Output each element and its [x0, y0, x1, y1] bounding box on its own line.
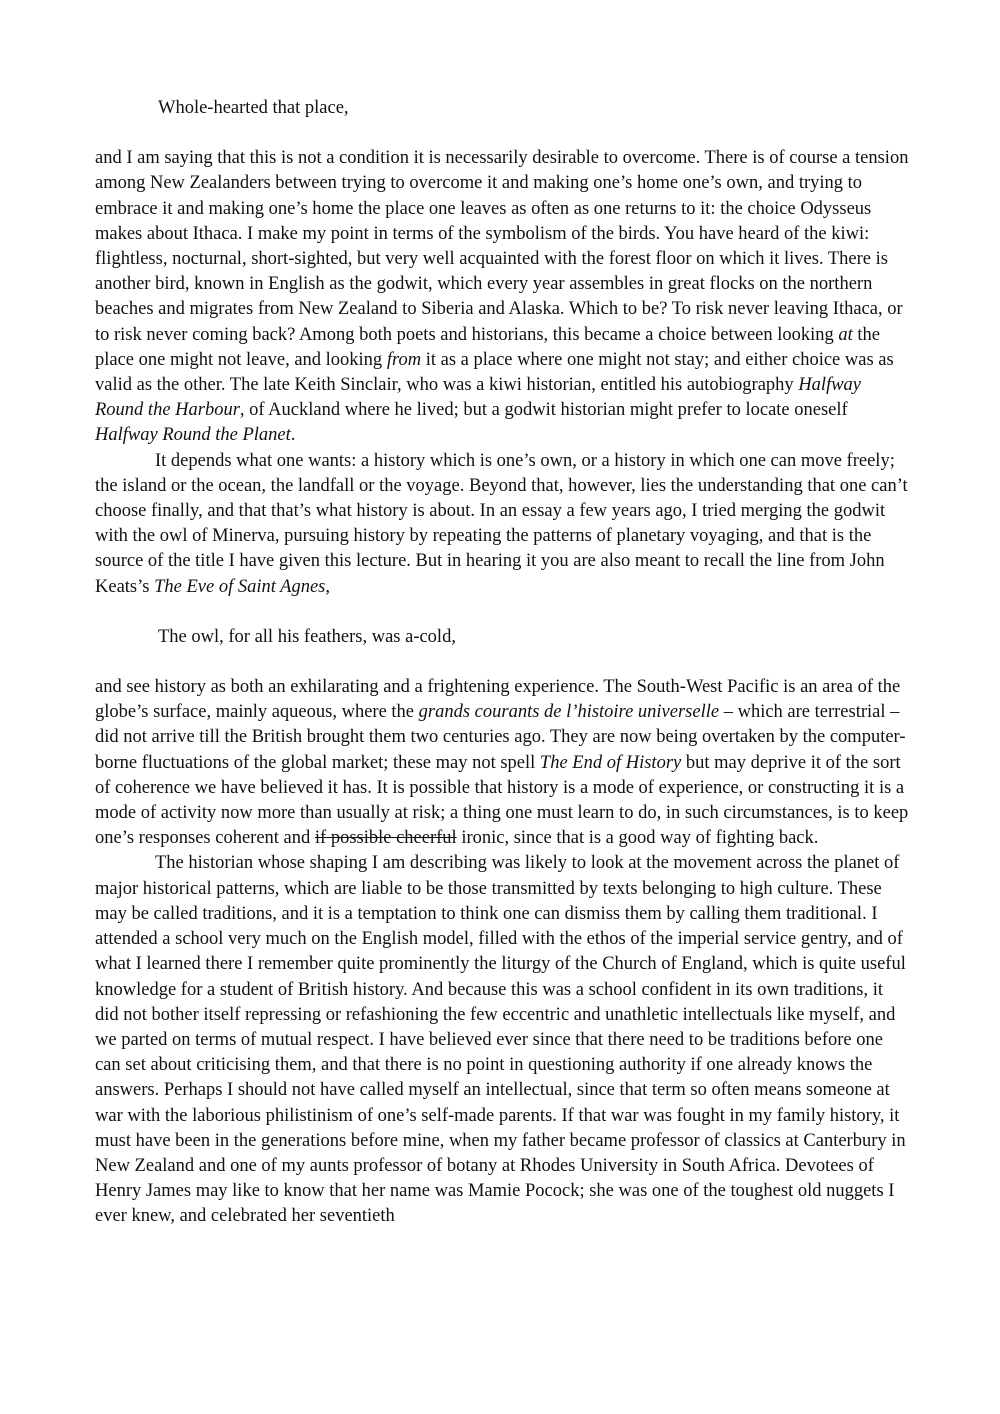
paragraph-3-text-4: ironic, since that is a good way of fighting back.	[456, 828, 819, 849]
paragraph-1-text-2: the place one might not leave, and looking	[95, 324, 881, 370]
paragraph-1-text-4: , of Auckland where he lived; but a godwit historian might prefer to locate oneself	[239, 400, 848, 421]
spacer	[95, 600, 910, 625]
paragraph-3	[95, 675, 910, 851]
paragraph-1-text-3: it as a place where one might not stay; and either choice was as valid as the other. The late Keith Sinclair, who was a kiwi historian, entitled his autobiography	[95, 349, 894, 396]
document-page	[95, 96, 910, 1230]
paragraph-2-text-2: ,	[325, 576, 330, 597]
paragraph-3-strikethrough: if possible cheerful	[314, 828, 457, 849]
paragraph-1-italic-1: at	[838, 324, 853, 345]
block-quote-2: The owl, for all his feathers, was a-cold,	[158, 626, 456, 647]
paragraph-2-italic-1: The Eve of Saint Agnes	[154, 576, 326, 597]
paragraph-1-italic-2: from	[386, 349, 422, 370]
paragraph-2-text-1: It depends what one wants: a history which is one’s own, or a history in which one can move freely; the island or the ocean, the landfall or the voyage. Beyond that, however, lies the understanding that one can’t choose finally, and that that’s what history is about. In an essay a few years ago, I tried merging the godwit with the owl of Minerva, pursuing history by repeating the patterns of planetary voyaging, and that is the source of the title I have given this lecture. But in hearing it you are also meant to recall the line from John Keats’s	[95, 450, 908, 597]
paragraph-1-italic-3: Halfway Round the Harbour	[95, 375, 862, 421]
paragraph-1-text-1: and I am saying that this is not a condition it is necessarily desirable to overcome. There is of course a tension among New Zealanders between trying to overcome it and making one’s home one’s own, and trying to embrace it and making one’s home the place one leaves as often as one returns to it: the choice Odysseus makes about Ithaca. I make my point in terms of the symbolism of the birds. You have heard of the kiwi: flightless, nocturnal, short-sighted, but very well acquainted with the forest floor on which it lives. There is another bird, known in English as the godwit, which every year assembles in great flocks on the northern beaches and migrates from New Zealand to Siberia and Alaska. Which to be? To risk never leaving Ithaca, or to risk never coming back? Among both poets and historians, this became a choice between looking	[95, 148, 909, 345]
paragraph-1-italic-4: Halfway Round the Planet	[95, 425, 291, 446]
paragraph-4: The historian whose shaping I am describing was likely to look at the movement across the planet of major historical patterns, which are liable to be those transmitted by texts belonging to high culture. These may be called traditions, and it is a temptation to think one can dismiss them by calling them traditional. I attended a school very much on the English model, filled with the ethos of the imperial service gentry, and of what I learned there I remember quite prominently the liturgy of the Church of England, which is quite useful knowledge for a student of British history. And because this was a school confident in its own traditions, it did not bother itself repressing or refashioning the few eccentric and unathletic intellectuals like myself, and we parted on terms of mutual respect. I have believed ever since that there need to be traditions before one can set about criticising them, and that there is no point in questioning authority if one already knows the answers. Perhaps I should not have called myself an intellectual, since that term so often means someone at war with the laborious philistinism of one’s self-made parents. If that war was fought in my family history, it must have been in the generations before mine, when my father became professor of classics at Canterbury in New Zealand and one of my aunts professor of botany at Rhodes University in South Africa. Devotees of Henry James may like to know that her name was Mamie Pocock; she was one of the toughest old nuggets I ever knew, and celebrated her seventieth	[95, 853, 906, 1227]
paragraph-3-italic-2: The End of History	[539, 752, 682, 773]
paragraph-3-italic-1: grands courants de l’histoire universelle	[418, 702, 720, 723]
paragraph-3-text-3: but may deprive it of the sort of coherence we have believed it has. It is possible that history is a mode of experience, or constructing it is a mode of activity now more than usually at risk; a thing one must learn to do, in such circumstances, is to keep one’s responses coherent and	[95, 752, 909, 849]
paragraph-1	[95, 146, 910, 448]
paragraph-1-text-5: .	[290, 425, 296, 446]
paragraph-3-text-1: and see history as both an exhilarating and a frightening experience. The South-West Pacific is an area of the globe’s surface, mainly aqueous, where the	[95, 677, 901, 723]
block-quote-1: Whole-hearted that place,	[158, 98, 349, 118]
paragraph-2	[95, 449, 910, 600]
paragraph-3-text-2: – which are terrestrial – did not arrive till the British brought them two centuries ago. They are now being overtaken by the computer-borne fluctuations of the global market; these may not spell	[95, 702, 906, 773]
